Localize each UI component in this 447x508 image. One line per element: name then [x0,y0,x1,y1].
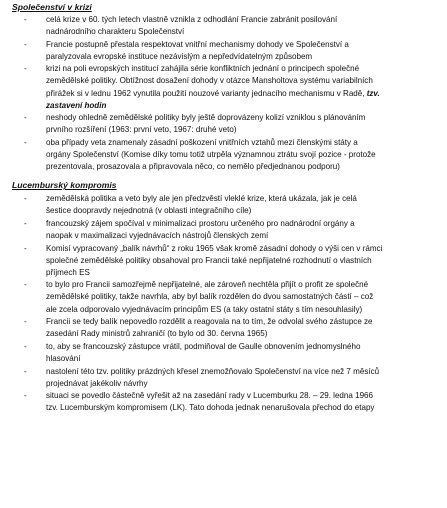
list-item [12,390,437,414]
list-item [12,14,437,38]
text-line: společné zemědělské politiky obsahoval pro Francii také nepřijatelné rozhodnutí o vlastních [46,255,372,265]
text-line: krizi na poli evropských institucí zahájila série konfliktních jednání o principech společné [46,64,360,74]
list-item [12,193,437,217]
text-line: Francii se tedy balík nepovedlo rozdělit a reagovala na to tím, že odvolal svého zástupce ze [46,317,373,327]
text-line: zemědělské politiky. Obtížnost dosažení dohody v otázce Mansholtova systému variabilních [46,76,373,86]
emphasis-term: zastavení hodin [46,100,107,110]
text-line: šestice doopravdy nejednotná (v oblasti integračního cíle) [46,206,252,216]
text-line: nastolení této tzv. politiky prázdných křesel znemožňovalo Společenství na více než 7 měsíců [46,366,380,376]
list-item [12,137,437,173]
bullet-dash-icon: - [24,64,27,74]
section-heading-krize: Společenství v krizi [12,2,92,12]
text-line: francouzský zájem spočíval v minimalizaci prostoru určeného pro nadnárodní orgány a [46,218,355,228]
bullet-dash-icon: - [24,39,27,49]
bullet-list-lk [12,193,437,414]
bullet-dash-icon: - [24,366,27,376]
list-item [12,112,437,136]
list-item [12,366,437,390]
list-item [12,39,437,63]
list-item [12,243,437,279]
text-line: tzv. Lucemburským kompromisem (LK). Tato dohoda jednak nenarušovala přechod do etapy [46,403,375,413]
list-item [12,63,437,111]
bullet-dash-icon: - [24,113,27,123]
section-heading-lk: Lucemburský kompromis [12,180,117,191]
bullet-dash-icon: - [24,194,27,204]
text-line: neshody ohledně zemědělské politiky byly ještě doprovázeny kolizí vzniklou s plánováním [46,113,366,123]
text-line: zemědělská politika a veto byly ale jen předzvěstí vleklé krize, která ukázala, jak je celá [46,194,357,204]
text-line: naopak v maximalizaci vyjednávacích nástrojů členských zemí [46,231,269,240]
emphasis-term: tzv. [366,88,380,98]
text-line: nadnárodního charakteru Společenství [46,27,185,37]
text-line: zasedání Rady ministrů zahraničí (to bylo od 30. června 1965) [46,329,268,339]
text-line: projednávat jakékoliv návrhy [46,378,148,388]
text-line: hlasování [46,353,81,363]
bullet-list-krize [12,14,437,173]
text-line: celá krize v 60. tých letech vlastně vznikla z odhodlání Francie zabránit posilování [46,15,338,24]
text-line: to bylo pro Francii samozřejmě nepřijatelné, ale zároveň nechtěla přijít o profit ze společné [46,280,369,290]
bullet-dash-icon: - [24,243,27,253]
text-line: oba případy veta znamenaly zásadní poškození vnitřních vztahů mezi členskými státy a [46,137,358,147]
bullet-dash-icon: - [24,317,27,327]
bullet-dash-icon: - [24,391,27,401]
text-line: paralyzovala evropské instituce nezávislým a nepředvídatelným způsobem [46,51,313,61]
bullet-dash-icon: - [24,15,27,24]
text-line: zemědělské politiky, takže navrhla, aby byl balík rozdělen do dvou samostatných částí – což [46,292,374,302]
list-item [12,341,437,365]
list-item [12,316,437,340]
text-segment: přirážek si v lednu 1962 vynutila použití nouzové varianty jednacího mechanismu v Radě, [46,88,365,98]
text-line [46,88,437,100]
list-item [12,279,437,315]
bullet-dash-icon: - [24,280,27,290]
text-line: situaci se povedlo částečně vyřešit až na zasedání rady v Lucemburku 28. – 29. ledna 1966 [46,391,373,401]
bullet-dash-icon: - [24,137,27,147]
bullet-dash-icon: - [24,218,27,228]
text-line: orgány Společenství (Komise díky tomu totiž utrpěla významnou ztrátu svojí pozice - protože [46,150,376,160]
bullet-dash-icon: - [24,341,27,351]
text-line: prezentovala, prosazovala a připravovala něco, co nemělo předjednanou podporu) [46,162,340,172]
text-line: Komisí vypracovaný „balík návrhů“ z roku 1965 však kromě zásadní dohody o výši cen v rámci [46,243,383,253]
text-line: ale zcela odporovalo vyjednávacím principům ES (a taky ostatní státy s tím nesouhlasily) [46,304,363,314]
text-line: prvního rozšíření (1963: první veto, 1967: druhé veto) [46,125,237,135]
text-line: Francie postupně přestala respektovat vnitřní mechanismy dohody ve Společenství a [46,39,349,49]
text-line: příjmech ES [46,267,90,277]
text-line: to, aby se francouzský zástupce vrátil, podmiňoval de Gaulle obnovením jednomyslného [46,341,361,351]
list-item [12,218,437,242]
